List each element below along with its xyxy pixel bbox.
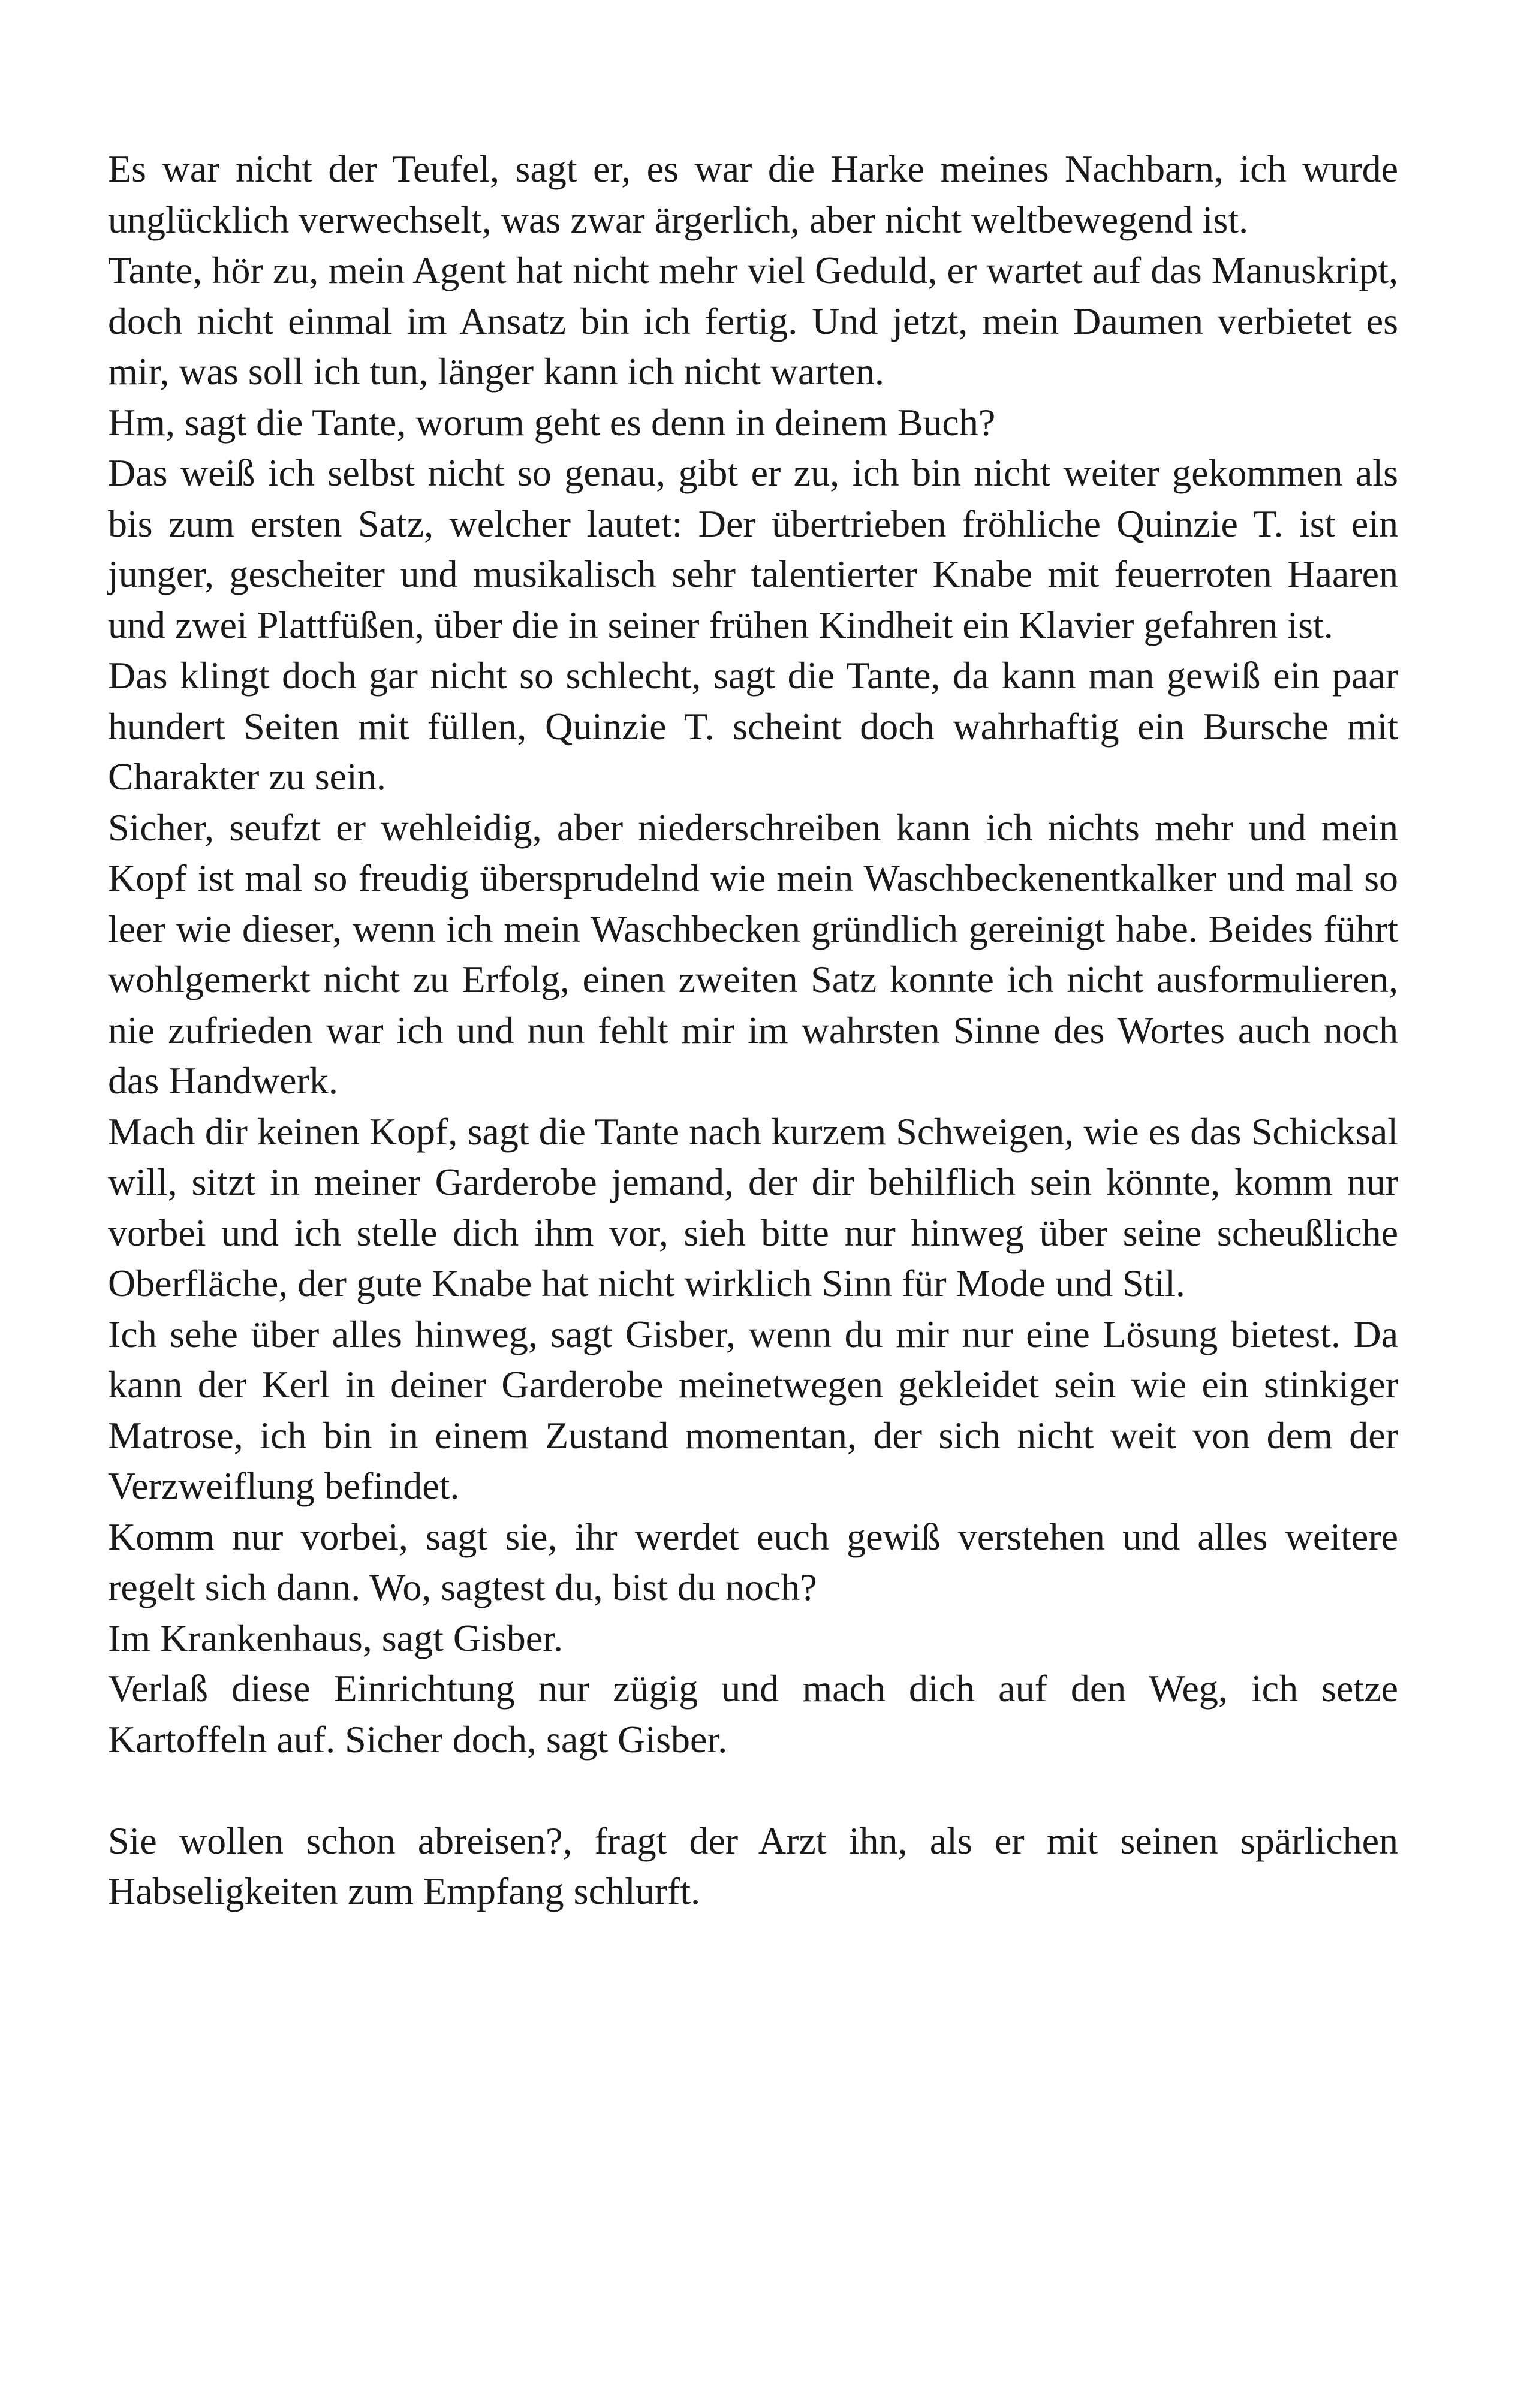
paragraph: Sicher, seufzt er wehleidig, aber niederschreiben kann ich nichts mehr und mein Kopf ist mal so freudig übersprudelnd wie mein Waschbeckenentkalker und mal so leer wie dieser, wenn ich mein Waschbecken gründlich gereinigt habe. Beides führt wohlgemerkt nicht zu Erfolg, einen zweiten Satz konnte ich nicht ausformulieren, nie zufrieden war ich und nun fehlt mir im wahrsten Sinne des Wortes auch noch das Handwerk. [108,806,1398,1102]
paragraph: Verlaß diese Einrichtung nur zügig und mach dich auf den Weg, ich setze Kartoffeln auf. Sicher doch, sagt Gisber. [108,1667,1398,1761]
paragraph: Ich sehe über alles hinweg, sagt Gisber, wenn du mir nur eine Lösung bietest. Da kann der Kerl in deiner Garderobe meinetwegen gekleidet sein wie ein stinkiger Matrose, ich bin in einem Zustand momentan, der sich nicht weit von dem der Verzweiflung befindet. [108,1312,1398,1507]
paragraph: Im Krankenhaus, sagt Gisber. [108,1616,563,1659]
paragraph: Das weiß ich selbst nicht so genau, gibt er zu, ich bin nicht weiter gekommen als bis zum ersten Satz, welcher lautet: Der übertrieben fröhliche Quinzie T. ist ein junger, gescheiter und musikalisch sehr talentierter Knabe mit feuerroten Haaren und zwei Plattfüßen, über die in seiner frühen Kindheit ein Klavier gefahren ist. [108,451,1398,646]
paragraph: Tante, hör zu, mein Agent hat nicht mehr viel Geduld, er wartet auf das Manuskript, doch nicht einmal im Ansatz bin ich fertig. Und jetzt, mein Daumen verbietet es mir, was soll ich tun, länger kann ich nicht warten. [108,249,1398,393]
paragraph-gap [108,1765,1398,1816]
paragraph: Mach dir keinen Kopf, sagt die Tante nach kurzem Schweigen, wie es das Schicksal will, sitzt in meiner Garderobe jemand, der dir behilflich sein könnte, komm nur vorbei und ich stelle dich ihm vor, sieh bitte nur hinweg über seine scheußliche Oberfläche, der gute Knabe hat nicht wirklich Sinn für Mode und Stil. [108,1110,1398,1304]
paragraph: Das klingt doch gar nicht so schlecht, sagt die Tante, da kann man gewiß ein paar hundert Seiten mit füllen, Quinzie T. scheint doch wahrhaftig ein Bursche mit Charakter zu sein. [108,654,1398,798]
paragraph: Sie wollen schon abreisen?, fragt der Arzt ihn, als er mit seinen spärlichen Habseligkeiten zum Empfang schlurft. [108,1819,1398,1912]
paragraph: Es war nicht der Teufel, sagt er, es war die Harke meines Nachbarn, ich wurde unglücklich verwechselt, was zwar ärgerlich, aber nicht weltbewegend ist. [108,147,1398,241]
paragraph: Hm, sagt die Tante, worum geht es denn in deinem Buch? [108,400,996,444]
paragraph: Komm nur vorbei, sagt sie, ihr werdet euch gewiß verstehen und alles weitere regelt sich dann. Wo, sagtest du, bist du noch? [108,1515,1398,1608]
body-text [108,144,1398,1917]
